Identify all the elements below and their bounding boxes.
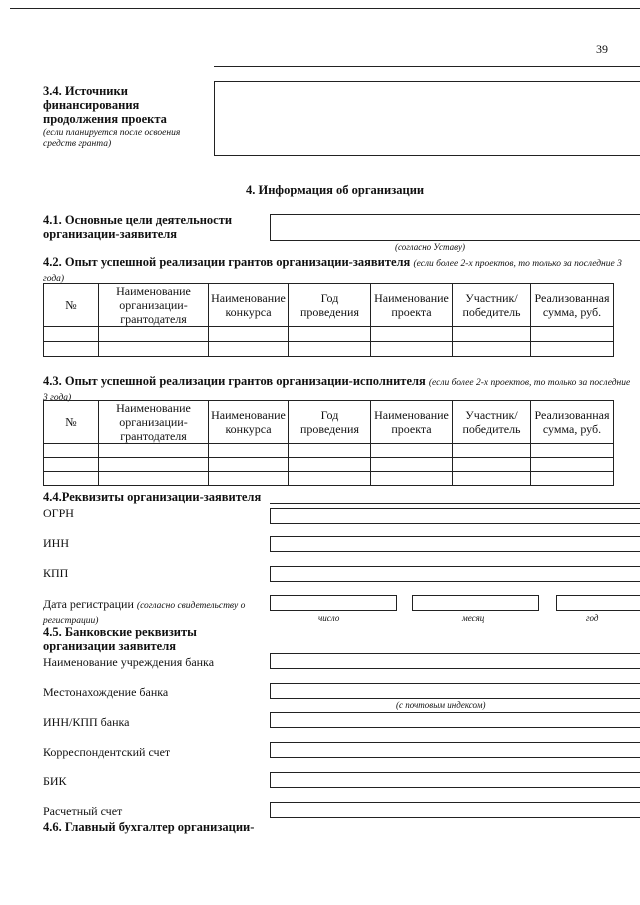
s46-title: 4.6. Главный бухгалтер организации- xyxy=(43,820,255,834)
s42-heading xyxy=(43,255,633,285)
s43-grant-table xyxy=(43,400,614,486)
inn-field[interactable] xyxy=(270,536,640,552)
table-row[interactable] xyxy=(44,458,614,472)
col-header-contest: Наименование конкурса xyxy=(209,284,289,327)
bank-location-field[interactable] xyxy=(270,683,640,699)
table-row[interactable] xyxy=(44,327,614,342)
s41-input-box[interactable] xyxy=(270,214,640,241)
table-header-row xyxy=(44,284,614,327)
reg-year-caption: год xyxy=(586,613,599,623)
s34-title: 3.4. Источники финансирования продолжения проекта xyxy=(43,84,167,126)
kpp-label: КПП xyxy=(43,566,69,580)
table-header-row xyxy=(44,401,614,444)
col-header-project: Наименование проекта xyxy=(371,284,453,327)
s44-top-rule xyxy=(270,503,640,504)
reg-date-label-group xyxy=(43,597,268,627)
col-header-year: Год проведения xyxy=(289,401,371,444)
postal-caption: (с почтовым индексом) xyxy=(396,700,486,710)
s42-note: (если более 2-х проектов, то только за последние 3 года) xyxy=(43,259,622,284)
inn-kpp-field[interactable] xyxy=(270,712,640,728)
page-number: 39 xyxy=(596,42,608,56)
account-field[interactable] xyxy=(270,802,640,818)
s42-grant-table xyxy=(43,283,614,357)
bank-name-field[interactable] xyxy=(270,653,640,669)
reg-month-caption: месяц xyxy=(462,613,485,623)
col-header-year: Год проведения xyxy=(289,284,371,327)
bik-label: БИК xyxy=(43,774,67,788)
section4-title: 4. Информация об организации xyxy=(246,183,425,197)
col-header-contest: Наименование конкурса xyxy=(209,401,289,444)
kpp-field[interactable] xyxy=(270,566,640,582)
col-header-role: Участник/ победитель xyxy=(453,401,531,444)
bik-field[interactable] xyxy=(270,772,640,788)
s42-title: 4.2. Опыт успешной реализации грантов организации-заявителя xyxy=(43,255,411,269)
s45-title: 4.5. Банковские реквизиты организации заявителя xyxy=(43,625,197,653)
ogrn-label: ОГРН xyxy=(43,506,74,520)
reg-day-field[interactable] xyxy=(270,595,397,611)
s43-title: 4.3. Опыт успешной реализации грантов организации-исполнителя xyxy=(43,374,426,388)
table-row[interactable] xyxy=(44,444,614,458)
inn-label: ИНН xyxy=(43,536,69,550)
col-header-num: № xyxy=(44,401,99,444)
table-row[interactable] xyxy=(44,342,614,357)
col-header-role: Участник/ победитель xyxy=(453,284,531,327)
col-header-amount: Реализованная сумма, руб. xyxy=(531,284,614,327)
bank-location-label: Местонахождение банка xyxy=(43,685,169,699)
col-header-num: № xyxy=(44,284,99,327)
s41-caption: (согласно Уставу) xyxy=(395,242,466,252)
s44-title: 4.4.Реквизиты организации-заявителя xyxy=(43,490,262,504)
header-rule xyxy=(214,66,640,67)
col-header-project: Наименование проекта xyxy=(371,401,453,444)
corr-account-field[interactable] xyxy=(270,742,640,758)
s43-note: (если более 2-х проектов, то только за последние 3 года) xyxy=(43,378,631,403)
corr-account-label: Корреспондентский счет xyxy=(43,745,171,759)
col-header-grantor: Наименование организации-грантодателя xyxy=(99,401,209,444)
col-header-grantor: Наименование организации-грантодателя xyxy=(99,284,209,327)
bank-name-label: Наименование учреждения банка xyxy=(43,655,215,669)
reg-date-label: Дата регистрации xyxy=(43,597,134,611)
top-rule xyxy=(10,8,640,9)
reg-year-field[interactable] xyxy=(556,595,640,611)
reg-month-field[interactable] xyxy=(412,595,539,611)
reg-date-note: (согласно свидетельству о регистрации) xyxy=(43,601,246,626)
s34-note: (если планируется после освоения средств гранта) xyxy=(43,128,181,149)
reg-day-caption: число xyxy=(318,613,340,623)
s41-title: 4.1. Основные цели деятельности организации-заявителя xyxy=(43,213,233,241)
col-header-amount: Реализованная сумма, руб. xyxy=(531,401,614,444)
table-row[interactable] xyxy=(44,472,614,486)
s34-input-box[interactable] xyxy=(214,81,640,156)
ogrn-field[interactable] xyxy=(270,508,640,524)
inn-kpp-label: ИНН/КПП банка xyxy=(43,715,130,729)
account-label: Расчетный счет xyxy=(43,804,123,818)
